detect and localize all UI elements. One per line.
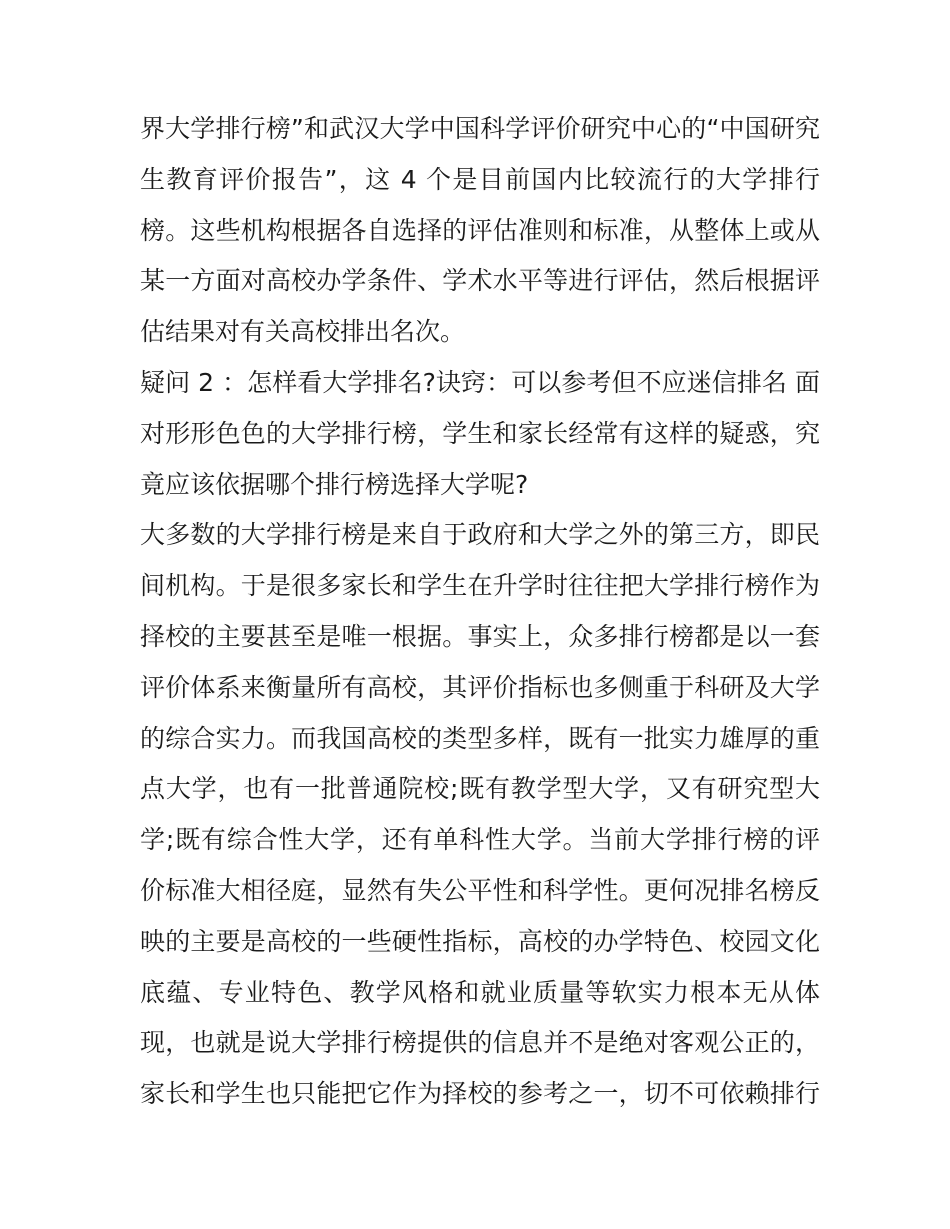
text-line: 界大学排行榜”和武汉大学中国科学评价研究中心的“中国研究 <box>140 114 820 143</box>
text-line: 的综合实力。而我国高校的类型多样，既有一批实力雄厚的重 <box>140 723 820 753</box>
text-line: 估结果对有关高校排出名次。 <box>140 317 466 347</box>
text-line: 价标准大相径庭，显然有失公平性和科学性。更何况排名榜反 <box>140 875 820 905</box>
text-line: 疑问 2 ：怎样看大学排名?诀窍：可以参考但不应迷信排名 面 <box>140 367 820 397</box>
text-line: 竟应该依据哪个排行榜选择大学呢? <box>140 469 529 499</box>
text-line: 某一方面对高校办学条件、学术水平等进行评估，然后根据评 <box>140 266 820 296</box>
text-line: 映的主要是高校的一些硬性指标，高校的办学特色、校园文化 <box>140 926 820 956</box>
text-line: 现，也就是说大学排行榜提供的信息并不是绝对客观公正的， <box>140 1028 820 1058</box>
text-line: 底蕴、专业特色、教学风格和就业质量等软实力根本无从体 <box>140 977 820 1007</box>
text-line: 点大学，也有一批普通院校;既有教学型大学，又有研究型大 <box>140 774 820 804</box>
text-line: 学;既有综合性大学，还有单科性大学。当前大学排行榜的评 <box>140 825 820 855</box>
body-text <box>140 104 820 1120</box>
text-line: 榜。这些机构根据各自选择的评估准则和标准，从整体上或从 <box>140 215 820 245</box>
text-line: 对形形色色的大学排行榜，学生和家长经常有这样的疑惑，究 <box>140 418 820 448</box>
text-line: 家长和学生也只能把它作为择校的参考之一，切不可依赖排行 <box>140 1079 820 1109</box>
text-line: 择校的主要甚至是唯一根据。事实上，众多排行榜都是以一套 <box>140 621 820 651</box>
text-line: 评价体系来衡量所有高校，其评价指标也多侧重于科研及大学 <box>140 672 820 702</box>
text-line: 间机构。于是很多家长和学生在升学时往往把大学排行榜作为 <box>140 571 820 601</box>
text-line: 大多数的大学排行榜是来自于政府和大学之外的第三方，即民 <box>140 520 820 550</box>
text-line: 生教育评价报告”，这 4 个是目前国内比较流行的大学排行 <box>140 164 820 194</box>
